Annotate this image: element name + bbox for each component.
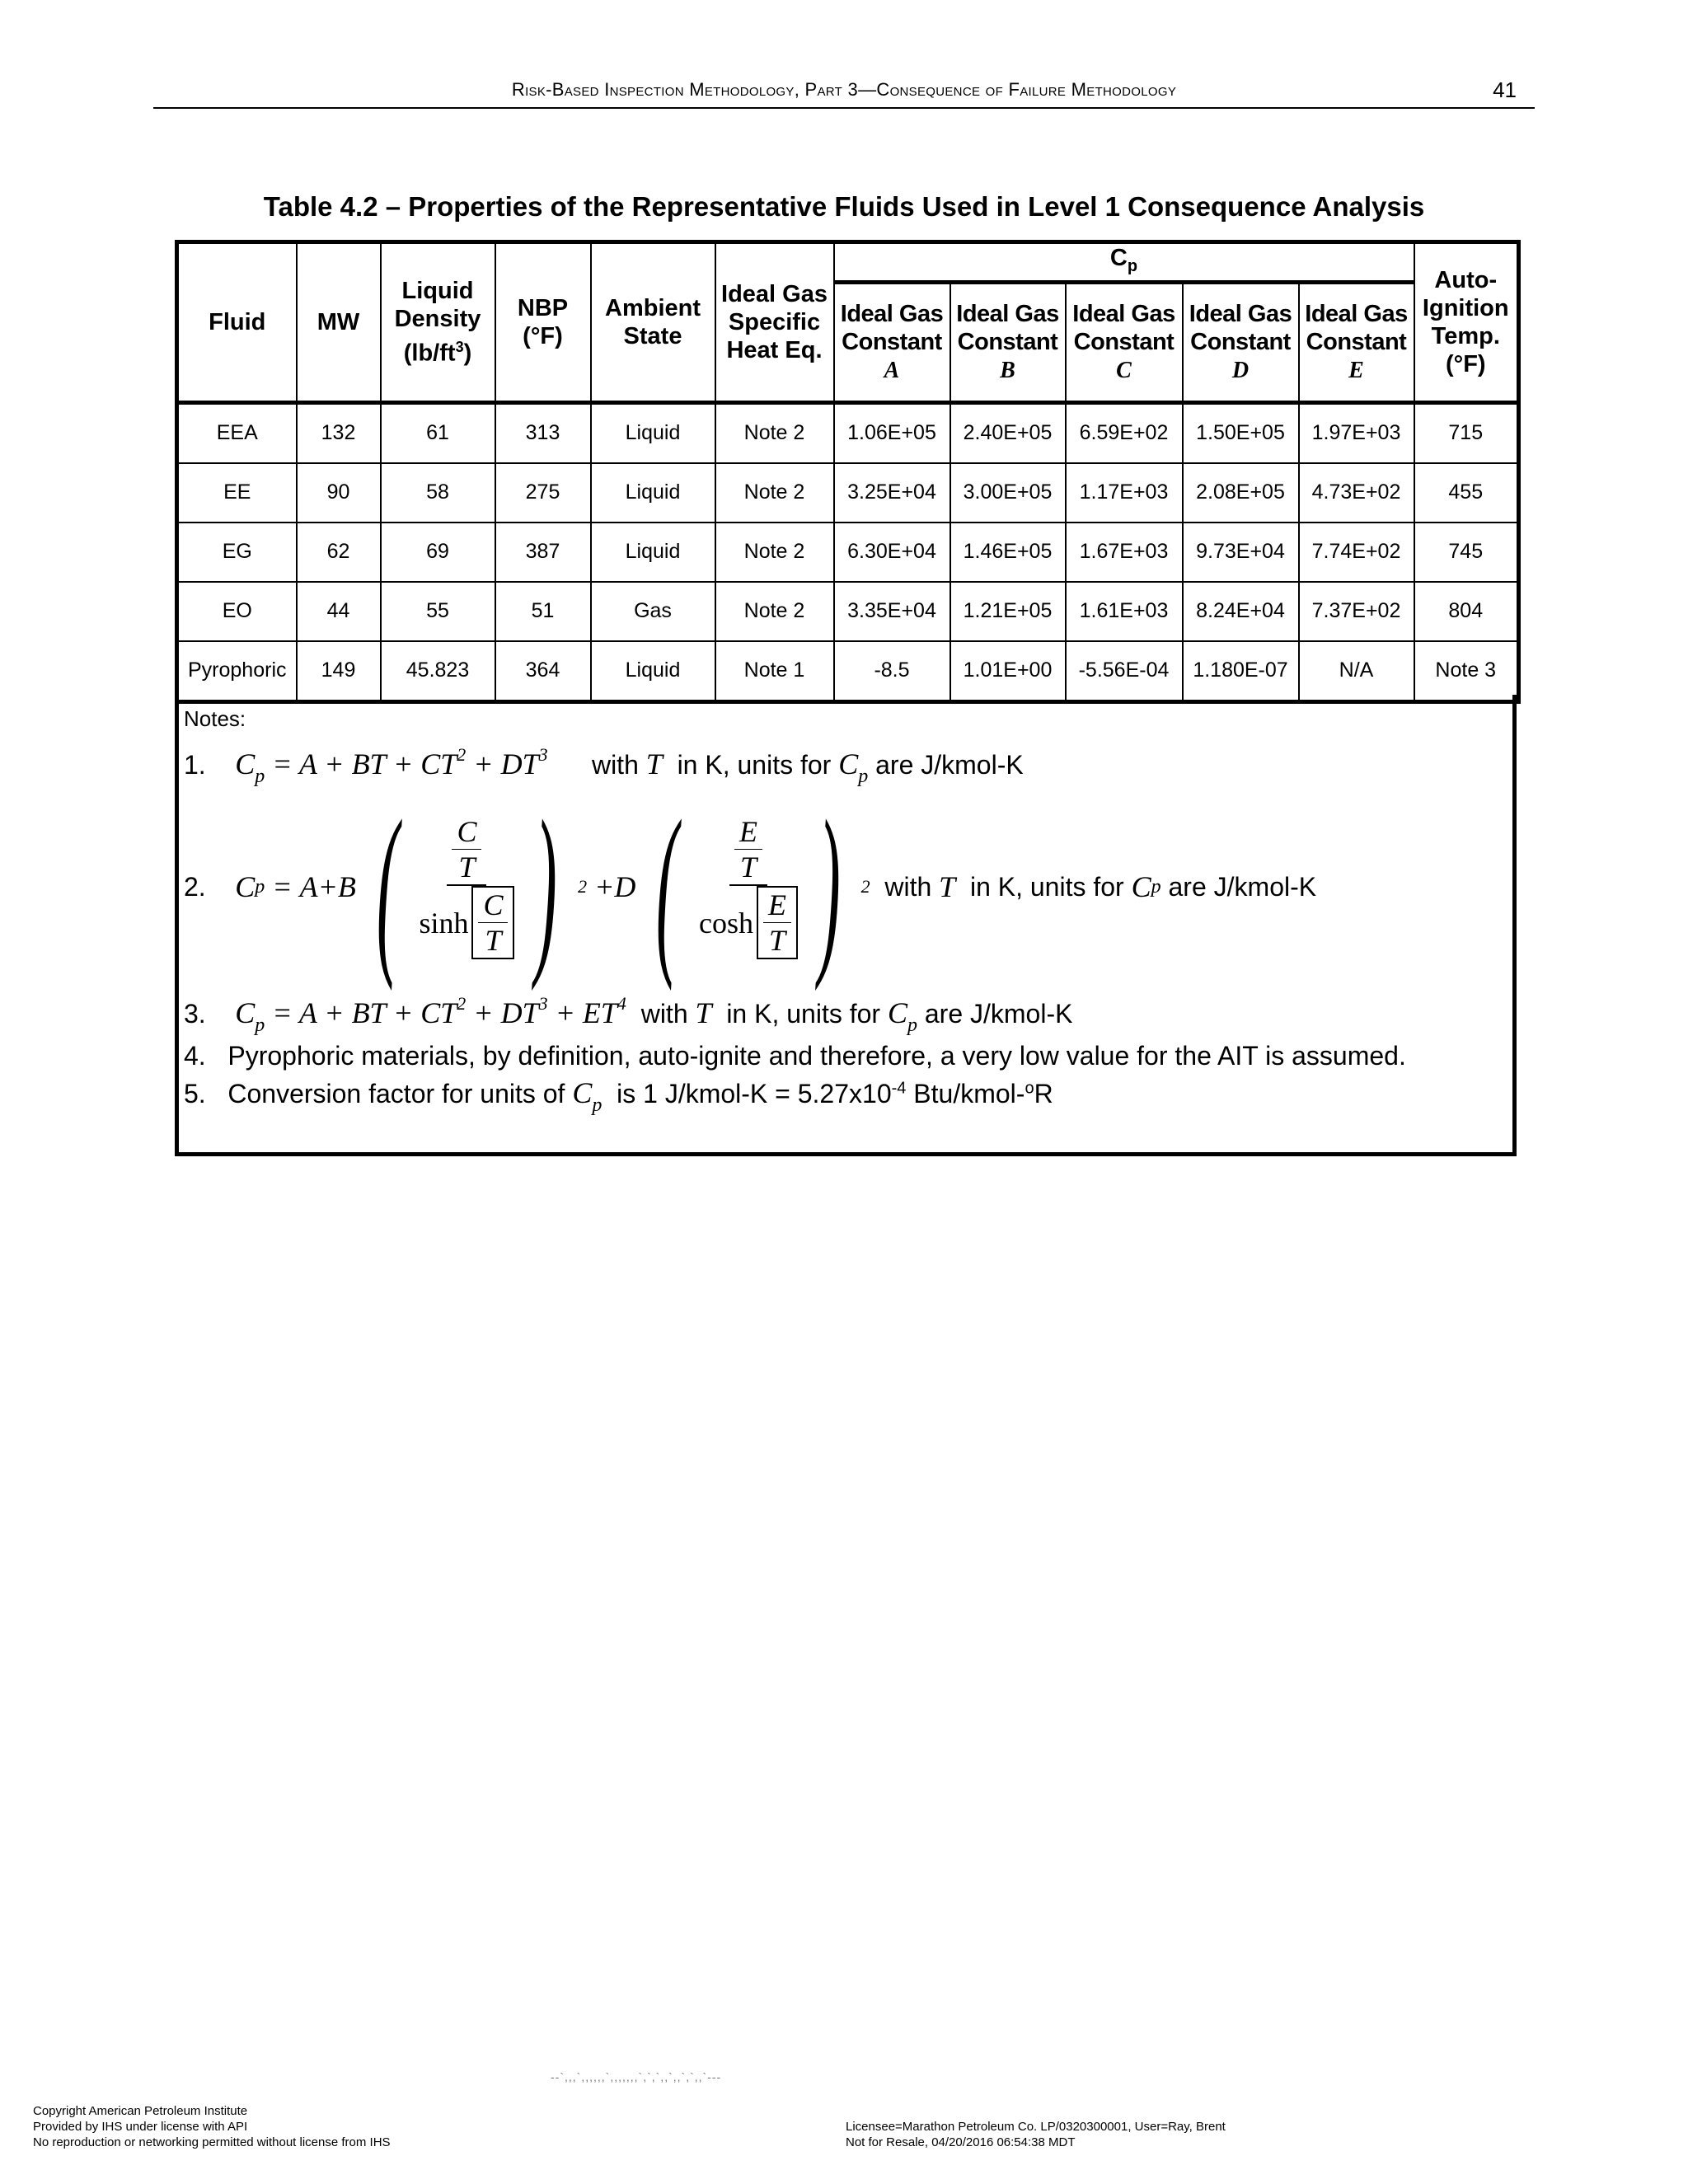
table-cell: 455	[1414, 463, 1519, 523]
table-cell: 364	[495, 641, 591, 702]
running-header-title: Risk-Based Inspection Methodology, Part 3—Consequence of Failure Methodology	[511, 79, 1177, 100]
table-cell: 715	[1414, 402, 1519, 463]
footer-not-for-resale: Not for Resale, 04/20/2016 06:54:38 MDT	[846, 2135, 1076, 2149]
header-nbp: NBP (°F)	[495, 242, 591, 403]
table-cell: 8.24E+04	[1183, 582, 1299, 641]
table-cell: Liquid	[591, 463, 715, 523]
table-cell: Pyrophoric	[177, 641, 297, 702]
header-cp: $C_p$	[834, 242, 1414, 283]
table-cell: 6.30E+04	[834, 523, 950, 582]
notes-section	[175, 695, 1517, 1156]
header-mw: MW	[297, 242, 381, 403]
table-cell: EEA	[177, 402, 297, 463]
table-cell: 1.61E+03	[1066, 582, 1183, 641]
table-cell: Note 2	[715, 523, 834, 582]
footer-no-reproduction: No reproduction or networking permitted without license from IHS	[33, 2135, 391, 2149]
table-row	[177, 641, 1519, 702]
table-cell: 90	[297, 463, 381, 523]
table-cell: 804	[1414, 582, 1519, 641]
table-cell: Note 1	[715, 641, 834, 702]
table-cell: 387	[495, 523, 591, 582]
table-cell: 2.40E+05	[950, 402, 1066, 463]
table-row	[177, 463, 1519, 523]
header-density: Liquid Density $(lb/ft^3)$	[381, 242, 495, 403]
table-cell: Liquid	[591, 641, 715, 702]
table-row	[177, 523, 1519, 582]
header-heat-eq: Ideal Gas Specific Heat Eq.	[715, 242, 834, 403]
table-cell: 313	[495, 402, 591, 463]
table-cell: 7.37E+02	[1299, 582, 1414, 641]
table-cell: 3.35E+04	[834, 582, 950, 641]
header-constant-d: Ideal Gas Constant D	[1183, 282, 1299, 402]
table-cell: 1.01E+00	[950, 641, 1066, 702]
table-cell: 745	[1414, 523, 1519, 582]
table-cell: 1.17E+03	[1066, 463, 1183, 523]
table-cell: 58	[381, 463, 495, 523]
table-title: Table 4.2 – Properties of the Representative Fluids Used in Level 1 Consequence Analysis	[263, 191, 1425, 222]
table-cell: 69	[381, 523, 495, 582]
formula-3: $C_p = A$ + BT + $CT^2 + DT^3 + ET^4$	[235, 993, 626, 1036]
footer-licensee: Licensee=Marathon Petroleum Co. LP/0320300001, User=Ray, Brent	[846, 2120, 1226, 2134]
table-cell: 6.59E+02	[1066, 402, 1183, 463]
table-cell: Note 2	[715, 402, 834, 463]
header-constant-a: Ideal Gas Constant A	[834, 282, 950, 402]
table-cell: Note 3	[1414, 641, 1519, 702]
running-header	[153, 79, 1535, 109]
note-4: 4. Pyrophoric materials, by definition, auto-ignite and therefore, a very low value for the AIT is assumed.	[184, 1041, 1406, 1071]
table-cell: 1.97E+03	[1299, 402, 1414, 463]
table-cell: 3.25E+04	[834, 463, 950, 523]
table-cell: 45.823	[381, 641, 495, 702]
note-3: 3. $C_p = A$ + BT + $CT^2 + DT^3 + ET^4$ with T in K, units for $C_p$ are J/kmol-K	[184, 993, 1073, 1036]
table-cell: 55	[381, 582, 495, 641]
table-cell: 51	[495, 582, 591, 641]
table-cell: Liquid	[591, 523, 715, 582]
table-cell: Note 2	[715, 463, 834, 523]
table-cell: 4.73E+02	[1299, 463, 1414, 523]
note-5: 5. Conversion factor for units of $C_p$ is 1 J/kmol-K = $5.27x10^{-4}$ Btu/kmol-$^o$R	[184, 1076, 1053, 1116]
table-cell: Gas	[591, 582, 715, 641]
table-cell: 132	[297, 402, 381, 463]
notes-heading: Notes:	[184, 706, 246, 731]
table-cell: 2.08E+05	[1183, 463, 1299, 523]
table-row	[177, 402, 1519, 463]
table-cell: 9.73E+04	[1183, 523, 1299, 582]
table-cell: N/A	[1299, 641, 1414, 702]
table-cell: -5.56E-04	[1066, 641, 1183, 702]
note-2: 2. C p = A + B ( $\frac{C}{T}$ sinh $\frac{C}{T}$ ) 2 + D ( $\frac{E}{T}$ cosh $\frac{E}{T}$ ) 2 with T in K, units for C p are J/kmol-K	[184, 781, 1317, 991]
footer-left	[33, 2103, 391, 2150]
footer-right	[846, 2119, 1226, 2150]
table-cell: 61	[381, 402, 495, 463]
header-constant-c: Ideal Gas Constant C	[1066, 282, 1183, 402]
fluid-properties-table	[175, 240, 1521, 704]
footer-copyright: Copyright American Petroleum Institute	[33, 2104, 248, 2118]
page-number: 41	[1493, 77, 1517, 102]
header-constant-e: Ideal Gas Constant E	[1299, 282, 1414, 402]
header-ambient-state: Ambient State	[591, 242, 715, 403]
header-constant-b: Ideal Gas Constant B	[950, 282, 1066, 402]
note-1: 1. $C_p = A$ + BT + $CT^2 + DT^3$ with T in K, units for $C_p$ are J/kmol-K	[184, 744, 1024, 787]
table-cell: Liquid	[591, 402, 715, 463]
table-cell: EE	[177, 463, 297, 523]
formula-1: $C_p = A$ + BT + $CT^2 + DT^3$	[235, 744, 548, 787]
table-cell: 1.06E+05	[834, 402, 950, 463]
table-cell: Note 2	[715, 582, 834, 641]
table-row	[177, 582, 1519, 641]
header-ait: Auto-Ignition Temp. (°F)	[1414, 242, 1519, 403]
table-cell: 3.00E+05	[950, 463, 1066, 523]
table-cell: 275	[495, 463, 591, 523]
table-cell: EO	[177, 582, 297, 641]
table-cell: 44	[297, 582, 381, 641]
table-cell: 62	[297, 523, 381, 582]
header-fluid: Fluid	[177, 242, 297, 403]
table-cell: EG	[177, 523, 297, 582]
scan-artifact: --`,,,`,,,,,,`,,,,,,,`,`,`,,`,,`,`,,`---	[551, 2070, 722, 2083]
table-cell: 1.21E+05	[950, 582, 1066, 641]
footer-provided: Provided by IHS under license with API	[33, 2120, 248, 2134]
table-cell: 1.50E+05	[1183, 402, 1299, 463]
table-cell: 149	[297, 641, 381, 702]
formula-2: C p = A + B ( $\frac{C}{T}$ sinh $\frac{C}{T}$ ) 2 + D ( $\frac{E}{T}$ cosh $\frac{E}{T}$ ) 2	[235, 781, 870, 991]
table-cell: 1.67E+03	[1066, 523, 1183, 582]
table-cell: 7.74E+02	[1299, 523, 1414, 582]
table-cell: 1.46E+05	[950, 523, 1066, 582]
table-cell: -8.5	[834, 641, 950, 702]
table-cell: 1.180E-07	[1183, 641, 1299, 702]
